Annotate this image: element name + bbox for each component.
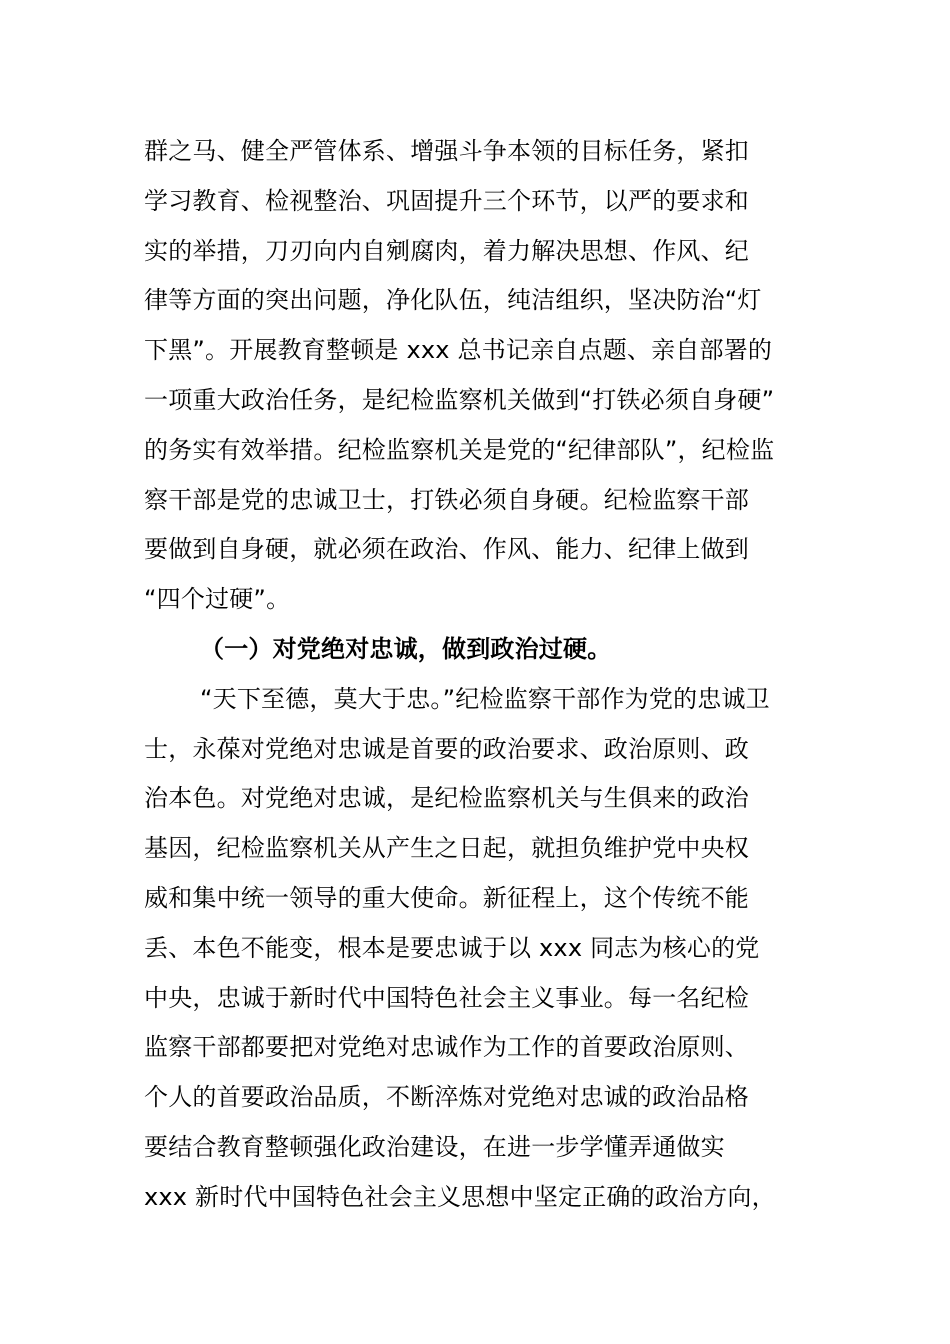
text-line: 实的举措，刀刃向内自剜腐肉，着力解决思想、作风、纪 xyxy=(144,236,749,265)
text-line: 下黑”。开展教育整顿是 xxx 总书记亲自点题、亲自部署的 xyxy=(144,336,773,365)
text-line: 治本色。对党绝对忠诚，是纪检监察机关与生俱来的政治 xyxy=(144,784,749,813)
text-line: 威和集中统一领导的重大使命。新征程上，这个传统不能 xyxy=(144,883,749,912)
text-line: “四个过硬”。 xyxy=(144,585,291,614)
body-text xyxy=(144,127,824,1223)
text-line: 群之马、健全严管体系、增强斗争本领的目标任务，紧扣 xyxy=(144,137,749,165)
text-line: 学习教育、检视整治、巩固提升三个环节，以严的要求和 xyxy=(144,186,749,215)
text-line: 士，永葆对党绝对忠诚是首要的政治要求、政治原则、政 xyxy=(144,734,749,763)
text-line: 监察干部都要把对党绝对忠诚作为工作的首要政治原则、 xyxy=(144,1033,749,1062)
text-line: 律等方面的突出问题，净化队伍，纯洁组织，坚决防治“灯 xyxy=(144,286,762,315)
text-line: 察干部是党的忠诚卫士，打铁必须自身硬。纪检监察干部 xyxy=(144,485,749,514)
text-line: 中央，忠诚于新时代中国特色社会主义事业。每一名纪检 xyxy=(144,983,749,1012)
text-line: 要结合教育整顿强化政治建设，在进一步学懂弄通做实 xyxy=(144,1132,725,1161)
text-line: 丢、本色不能变，根本是要忠诚于以 xxx 同志为核心的党 xyxy=(144,933,760,962)
text-line: 基因，纪检监察机关从产生之日起，就担负维护党中央权 xyxy=(144,834,749,863)
text-line: 一项重大政治任务，是纪检监察机关做到“打铁必须自身硬” xyxy=(144,385,775,414)
section-heading: （一）对党绝对忠诚，做到政治过硬。 xyxy=(200,634,612,663)
text-line: 个人的首要政治品质，不断淬炼对党绝对忠诚的政治品格 xyxy=(144,1083,749,1112)
text-line: “天下至德，莫大于忠。”纪检监察干部作为党的忠诚卫 xyxy=(200,684,770,713)
text-line: 要做到自身硬，就必须在政治、作风、能力、纪律上做到 xyxy=(144,535,749,564)
text-line: 的务实有效举措。纪检监察机关是党的“纪律部队”，纪检监 xyxy=(144,435,775,464)
text-line: xxx 新时代中国特色社会主义思想中坚定正确的政治方向， xyxy=(144,1182,776,1211)
